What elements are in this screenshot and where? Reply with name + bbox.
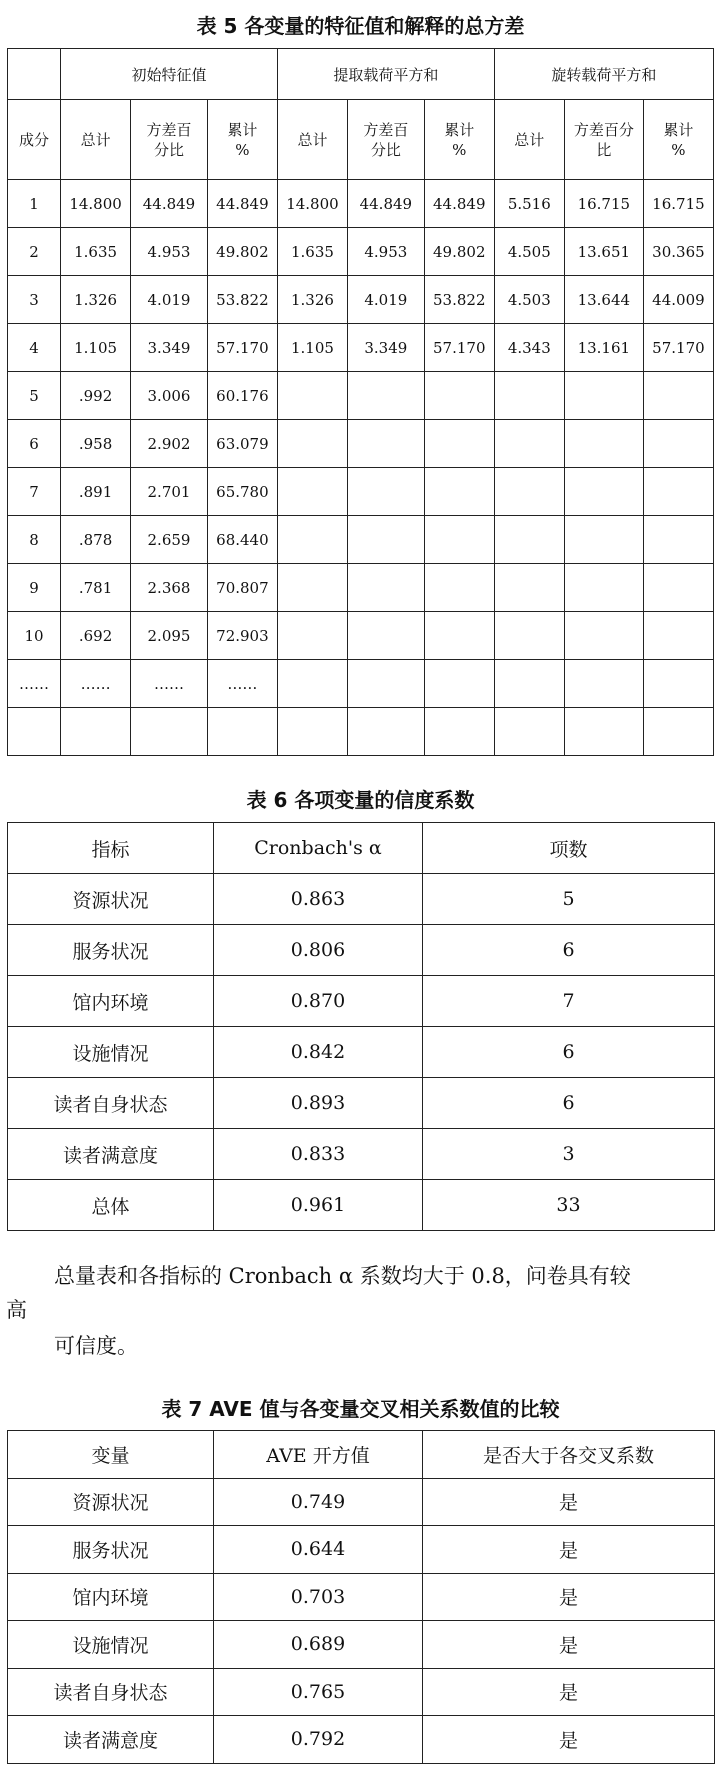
table-row bbox=[8, 324, 714, 372]
sub-header-variance-pct: 方差百分比 bbox=[564, 100, 643, 180]
table-row bbox=[8, 976, 715, 1027]
ave-sqrt-cell: 0.703 bbox=[214, 1573, 423, 1621]
indicator-cell: 资源状况 bbox=[8, 874, 214, 925]
comparison-result-cell: 是 bbox=[423, 1478, 715, 1526]
rotation-total-cell: 4.505 bbox=[494, 228, 564, 276]
table-row bbox=[8, 1027, 715, 1078]
component-cell: 4 bbox=[8, 324, 61, 372]
ave-sqrt-cell: 0.689 bbox=[214, 1621, 423, 1669]
variable-cell: 设施情况 bbox=[8, 1621, 214, 1669]
group-header-extraction-loadings: 提取载荷平方和 bbox=[277, 49, 494, 100]
table-row bbox=[8, 1180, 715, 1231]
table-row bbox=[8, 180, 714, 228]
initial-total-cell: 1.326 bbox=[61, 276, 131, 324]
table-row bbox=[8, 1716, 715, 1764]
variable-cell: 资源状况 bbox=[8, 1478, 214, 1526]
initial-variance-cell: 3.006 bbox=[131, 372, 208, 420]
table5-sub-header-row bbox=[8, 100, 714, 180]
table-row bbox=[8, 1668, 715, 1716]
rotation-cumulative-cell bbox=[643, 420, 713, 468]
variable-cell: 服务状况 bbox=[8, 1526, 214, 1574]
alpha-cell: 0.842 bbox=[214, 1027, 423, 1078]
initial-cumulative-cell: 72.903 bbox=[207, 612, 277, 660]
initial-variance-cell: 2.095 bbox=[131, 612, 208, 660]
component-cell: 6 bbox=[8, 420, 61, 468]
extraction-total-cell bbox=[277, 612, 347, 660]
table-row bbox=[8, 874, 715, 925]
component-cell: 8 bbox=[8, 516, 61, 564]
initial-variance-cell bbox=[131, 708, 208, 756]
rotation-total-cell bbox=[494, 564, 564, 612]
extraction-cumulative-cell bbox=[424, 660, 494, 708]
initial-total-cell: .992 bbox=[61, 372, 131, 420]
rotation-cumulative-cell bbox=[643, 708, 713, 756]
comparison-result-cell: 是 bbox=[423, 1573, 715, 1621]
table-row bbox=[8, 612, 714, 660]
extraction-variance-cell bbox=[347, 468, 424, 516]
extraction-variance-cell bbox=[347, 708, 424, 756]
component-cell: 2 bbox=[8, 228, 61, 276]
extraction-cumulative-cell bbox=[424, 420, 494, 468]
rotation-variance-cell: 13.651 bbox=[564, 228, 643, 276]
initial-cumulative-cell: 63.079 bbox=[207, 420, 277, 468]
rotation-variance-cell bbox=[564, 564, 643, 612]
header-ave-sqrt: AVE 开方值 bbox=[214, 1431, 423, 1479]
initial-total-cell: .878 bbox=[61, 516, 131, 564]
initial-cumulative-cell: 68.440 bbox=[207, 516, 277, 564]
extraction-cumulative-cell bbox=[424, 612, 494, 660]
rotation-total-cell bbox=[494, 660, 564, 708]
rotation-total-cell bbox=[494, 708, 564, 756]
initial-cumulative-cell: …… bbox=[207, 660, 277, 708]
comparison-result-cell: 是 bbox=[423, 1621, 715, 1669]
table-row bbox=[8, 420, 714, 468]
item-count-cell: 6 bbox=[423, 1027, 715, 1078]
header-variable: 变量 bbox=[8, 1431, 214, 1479]
extraction-variance-cell: 44.849 bbox=[347, 180, 424, 228]
table-row bbox=[8, 468, 714, 516]
indicator-cell: 读者满意度 bbox=[8, 1129, 214, 1180]
ave-sqrt-cell: 0.749 bbox=[214, 1478, 423, 1526]
header-item-count: 项数 bbox=[423, 823, 715, 874]
sub-header-cumulative: 累计 % bbox=[643, 100, 713, 180]
extraction-variance-cell: 3.349 bbox=[347, 324, 424, 372]
extraction-variance-cell: 4.953 bbox=[347, 228, 424, 276]
rotation-variance-cell bbox=[564, 516, 643, 564]
alpha-cell: 0.870 bbox=[214, 976, 423, 1027]
initial-total-cell: .692 bbox=[61, 612, 131, 660]
table-row bbox=[8, 276, 714, 324]
table5 bbox=[7, 48, 714, 756]
rotation-total-cell bbox=[494, 468, 564, 516]
variable-cell: 馆内环境 bbox=[8, 1573, 214, 1621]
rotation-total-cell bbox=[494, 372, 564, 420]
initial-cumulative-cell: 53.822 bbox=[207, 276, 277, 324]
initial-total-cell: .781 bbox=[61, 564, 131, 612]
component-header: 成分 bbox=[8, 100, 61, 180]
table6-header-row bbox=[8, 823, 715, 874]
alpha-cell: 0.863 bbox=[214, 874, 423, 925]
rotation-cumulative-cell: 30.365 bbox=[643, 228, 713, 276]
rotation-total-cell: 4.343 bbox=[494, 324, 564, 372]
comparison-result-cell: 是 bbox=[423, 1526, 715, 1574]
table-row bbox=[8, 1621, 715, 1669]
rotation-variance-cell bbox=[564, 660, 643, 708]
header-cronbach-alpha: Cronbach's α bbox=[214, 823, 423, 874]
rotation-cumulative-cell: 16.715 bbox=[643, 180, 713, 228]
rotation-variance-cell bbox=[564, 420, 643, 468]
component-cell: 5 bbox=[8, 372, 61, 420]
rotation-variance-cell bbox=[564, 612, 643, 660]
extraction-variance-cell: 4.019 bbox=[347, 276, 424, 324]
table-row bbox=[8, 372, 714, 420]
sub-header-cumulative: 累计 % bbox=[207, 100, 277, 180]
table-row bbox=[8, 708, 714, 756]
header-indicator: 指标 bbox=[8, 823, 214, 874]
rotation-cumulative-cell: 57.170 bbox=[643, 324, 713, 372]
ave-sqrt-cell: 0.765 bbox=[214, 1668, 423, 1716]
rotation-variance-cell bbox=[564, 372, 643, 420]
initial-variance-cell: 3.349 bbox=[131, 324, 208, 372]
item-count-cell: 6 bbox=[423, 925, 715, 976]
initial-variance-cell: 4.953 bbox=[131, 228, 208, 276]
rotation-variance-cell bbox=[564, 468, 643, 516]
initial-variance-cell: 44.849 bbox=[131, 180, 208, 228]
extraction-variance-cell bbox=[347, 564, 424, 612]
extraction-cumulative-cell bbox=[424, 372, 494, 420]
extraction-total-cell: 14.800 bbox=[277, 180, 347, 228]
paragraph-line-1: 总量表和各指标的 Cronbach α 系数均大于 0.8，问卷具有较 bbox=[54, 1264, 631, 1288]
table7-title: 表 7 AVE 值与各变量交叉相关系数值的比较 bbox=[161, 1397, 560, 1421]
initial-total-cell: .958 bbox=[61, 420, 131, 468]
sub-header-total: 总计 bbox=[494, 100, 564, 180]
rotation-cumulative-cell: 44.009 bbox=[643, 276, 713, 324]
indicator-cell: 服务状况 bbox=[8, 925, 214, 976]
extraction-total-cell bbox=[277, 372, 347, 420]
component-cell: …… bbox=[8, 660, 61, 708]
variable-cell: 读者自身状态 bbox=[8, 1668, 214, 1716]
table-row bbox=[8, 228, 714, 276]
extraction-total-cell: 1.635 bbox=[277, 228, 347, 276]
paragraph-line-3: 可信度。 bbox=[54, 1334, 138, 1358]
component-cell: 1 bbox=[8, 180, 61, 228]
extraction-total-cell bbox=[277, 564, 347, 612]
table6-title: 表 6 各项变量的信度系数 bbox=[246, 788, 475, 812]
rotation-total-cell bbox=[494, 612, 564, 660]
initial-total-cell bbox=[61, 708, 131, 756]
rotation-variance-cell: 16.715 bbox=[564, 180, 643, 228]
item-count-cell: 5 bbox=[423, 874, 715, 925]
initial-variance-cell: 2.368 bbox=[131, 564, 208, 612]
table5-corner-cell bbox=[8, 49, 61, 100]
initial-variance-cell: 2.659 bbox=[131, 516, 208, 564]
alpha-cell: 0.961 bbox=[214, 1180, 423, 1231]
rotation-total-cell bbox=[494, 516, 564, 564]
extraction-cumulative-cell bbox=[424, 564, 494, 612]
extraction-variance-cell bbox=[347, 612, 424, 660]
extraction-total-cell bbox=[277, 420, 347, 468]
paragraph-line-2: 高 bbox=[6, 1298, 27, 1322]
indicator-cell: 读者自身状态 bbox=[8, 1078, 214, 1129]
table-row bbox=[8, 660, 714, 708]
initial-cumulative-cell bbox=[207, 708, 277, 756]
ave-sqrt-cell: 0.792 bbox=[214, 1716, 423, 1764]
initial-variance-cell: 2.902 bbox=[131, 420, 208, 468]
comparison-result-cell: 是 bbox=[423, 1716, 715, 1764]
extraction-total-cell: 1.105 bbox=[277, 324, 347, 372]
extraction-cumulative-cell: 44.849 bbox=[424, 180, 494, 228]
extraction-variance-cell bbox=[347, 660, 424, 708]
initial-cumulative-cell: 65.780 bbox=[207, 468, 277, 516]
initial-variance-cell: 4.019 bbox=[131, 276, 208, 324]
initial-cumulative-cell: 49.802 bbox=[207, 228, 277, 276]
rotation-cumulative-cell bbox=[643, 564, 713, 612]
table7-header-row bbox=[8, 1431, 715, 1479]
item-count-cell: 3 bbox=[423, 1129, 715, 1180]
rotation-cumulative-cell bbox=[643, 516, 713, 564]
rotation-total-cell: 4.503 bbox=[494, 276, 564, 324]
rotation-cumulative-cell bbox=[643, 660, 713, 708]
extraction-variance-cell bbox=[347, 372, 424, 420]
component-cell: 3 bbox=[8, 276, 61, 324]
extraction-total-cell: 1.326 bbox=[277, 276, 347, 324]
initial-cumulative-cell: 44.849 bbox=[207, 180, 277, 228]
table-row bbox=[8, 516, 714, 564]
ave-sqrt-cell: 0.644 bbox=[214, 1526, 423, 1574]
table-row bbox=[8, 1078, 715, 1129]
extraction-total-cell bbox=[277, 660, 347, 708]
rotation-cumulative-cell bbox=[643, 612, 713, 660]
initial-variance-cell: 2.701 bbox=[131, 468, 208, 516]
rotation-variance-cell bbox=[564, 708, 643, 756]
rotation-cumulative-cell bbox=[643, 372, 713, 420]
rotation-cumulative-cell bbox=[643, 468, 713, 516]
initial-total-cell: 14.800 bbox=[61, 180, 131, 228]
item-count-cell: 7 bbox=[423, 976, 715, 1027]
alpha-cell: 0.833 bbox=[214, 1129, 423, 1180]
indicator-cell: 馆内环境 bbox=[8, 976, 214, 1027]
initial-cumulative-cell: 57.170 bbox=[207, 324, 277, 372]
initial-total-cell: 1.635 bbox=[61, 228, 131, 276]
component-cell: 9 bbox=[8, 564, 61, 612]
alpha-cell: 0.893 bbox=[214, 1078, 423, 1129]
extraction-total-cell bbox=[277, 708, 347, 756]
extraction-total-cell bbox=[277, 516, 347, 564]
initial-total-cell: 1.105 bbox=[61, 324, 131, 372]
comparison-result-cell: 是 bbox=[423, 1668, 715, 1716]
extraction-cumulative-cell bbox=[424, 516, 494, 564]
component-cell bbox=[8, 708, 61, 756]
table7 bbox=[7, 1430, 715, 1764]
header-greater-than-cross: 是否大于各交叉系数 bbox=[423, 1431, 715, 1479]
group-header-initial-eigenvalues: 初始特征值 bbox=[61, 49, 278, 100]
extraction-total-cell bbox=[277, 468, 347, 516]
table-row bbox=[8, 1526, 715, 1574]
extraction-cumulative-cell: 49.802 bbox=[424, 228, 494, 276]
extraction-cumulative-cell: 57.170 bbox=[424, 324, 494, 372]
rotation-total-cell: 5.516 bbox=[494, 180, 564, 228]
initial-total-cell: .891 bbox=[61, 468, 131, 516]
table-row bbox=[8, 564, 714, 612]
rotation-variance-cell: 13.644 bbox=[564, 276, 643, 324]
sub-header-variance-pct: 方差百分比 bbox=[347, 100, 424, 180]
initial-variance-cell: …… bbox=[131, 660, 208, 708]
table5-title: 表 5 各变量的特征值和解释的总方差 bbox=[196, 14, 525, 38]
table-row bbox=[8, 1478, 715, 1526]
component-cell: 10 bbox=[8, 612, 61, 660]
rotation-total-cell bbox=[494, 420, 564, 468]
indicator-cell: 总体 bbox=[8, 1180, 214, 1231]
extraction-variance-cell bbox=[347, 516, 424, 564]
table6 bbox=[7, 822, 715, 1231]
extraction-cumulative-cell bbox=[424, 468, 494, 516]
component-cell: 7 bbox=[8, 468, 61, 516]
sub-header-cumulative: 累计 % bbox=[424, 100, 494, 180]
extraction-cumulative-cell bbox=[424, 708, 494, 756]
initial-total-cell: …… bbox=[61, 660, 131, 708]
indicator-cell: 设施情况 bbox=[8, 1027, 214, 1078]
group-header-rotation-loadings: 旋转载荷平方和 bbox=[494, 49, 713, 100]
table-row bbox=[8, 925, 715, 976]
sub-header-total: 总计 bbox=[277, 100, 347, 180]
extraction-variance-cell bbox=[347, 420, 424, 468]
table-row bbox=[8, 1129, 715, 1180]
table-row bbox=[8, 1573, 715, 1621]
extraction-cumulative-cell: 53.822 bbox=[424, 276, 494, 324]
initial-cumulative-cell: 70.807 bbox=[207, 564, 277, 612]
rotation-variance-cell: 13.161 bbox=[564, 324, 643, 372]
alpha-cell: 0.806 bbox=[214, 925, 423, 976]
item-count-cell: 33 bbox=[423, 1180, 715, 1231]
initial-cumulative-cell: 60.176 bbox=[207, 372, 277, 420]
sub-header-total: 总计 bbox=[61, 100, 131, 180]
sub-header-variance-pct: 方差百分比 bbox=[131, 100, 208, 180]
variable-cell: 读者满意度 bbox=[8, 1716, 214, 1764]
item-count-cell: 6 bbox=[423, 1078, 715, 1129]
table5-group-header-row bbox=[8, 49, 714, 100]
